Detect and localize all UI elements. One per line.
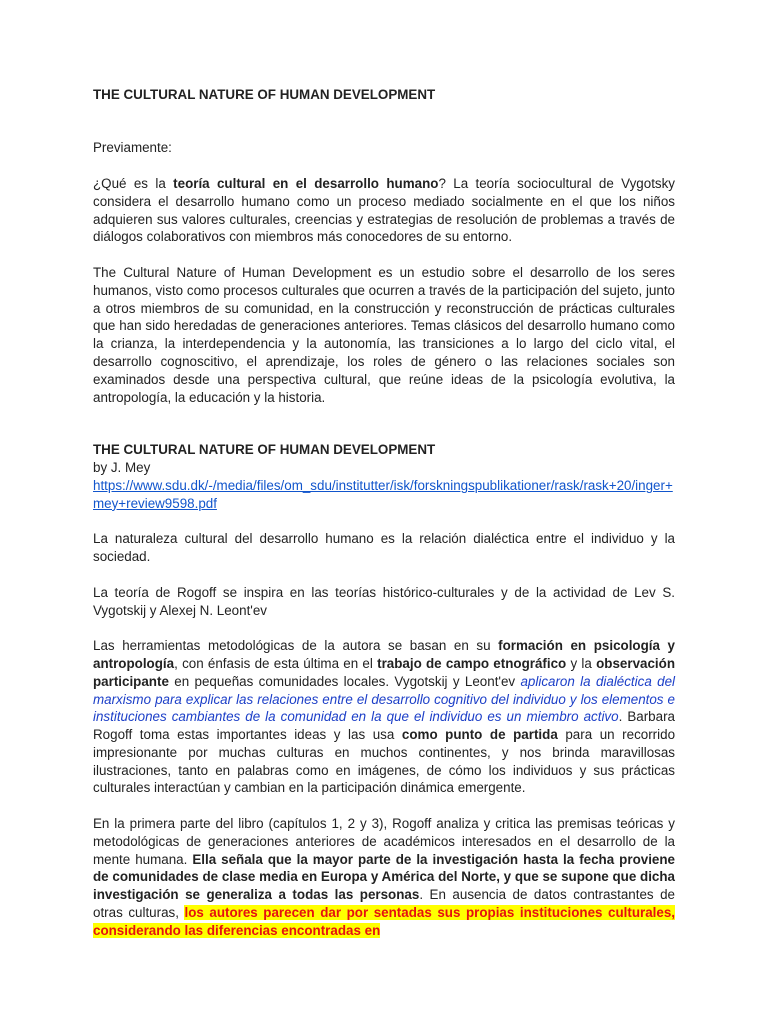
text-run: . En ausencia de datos contrastantes de otras culturas, <box>93 887 675 921</box>
paragraph-methodology <box>93 637 675 797</box>
text-run: y la <box>566 655 597 671</box>
byline: by J. Mey <box>93 460 151 476</box>
paragraph-rogoff-theory: La teoría de Rogoff se inspira en las teorías histórico-culturales y de la actividad de Lev S. Vygotskij y Alexej N. Leont'ev <box>93 584 675 618</box>
bold-text: trabajo de campo etnográfico <box>377 655 567 671</box>
highlighted-text: los autores parecen dar por sentadas sus propias instituciones culturales, considerando las diferencias encontradas en <box>93 905 675 938</box>
text-run: para un recorrido impresionante por muchas culturas en muchos continentes, y nos brinda maravillosas ilustraciones, tanto en palabras como en imágenes, de cómo los individuos y sus prácticas culturales interactúan y cambian en la participación dinámica emergente. <box>93 727 676 796</box>
paragraph-summary: The Cultural Nature of Human Development es un estudio sobre el desarrollo de los seres humanos, visto como procesos culturales que ocurren a través de la participación del sujeto, junto a otros miembros de su comunidad, en la construcción y reconstrucción de prácticas culturales que han sido heredadas de generaciones anteriores. Temas clásicos del desarrollo humano como la crianza, la interdependencia y la autonomía, las transiciones a lo largo del ciclo vital, el desarrollo cognoscitivo, el aprendizaje, los roles de género o las relaciones sociales son examinados desde una perspectiva cultural, que reúne ideas de la psicología evolutiva, la antropología, la educación y la historia. <box>93 264 675 405</box>
bold-text: observación participante <box>93 655 675 689</box>
previamente-label: Previamente: <box>93 140 172 156</box>
bold-text: teoría cultural en el desarrollo humano <box>173 175 439 191</box>
bold-text: formación en psicología y antropología <box>93 638 675 671</box>
document-title: THE CULTURAL NATURE OF HUMAN DEVELOPMENT <box>93 87 436 102</box>
text-run: en pequeñas comunidades locales. Vygotskij y Leont'ev <box>168 673 521 689</box>
text-run: , con énfasis de esta última en el <box>174 655 378 671</box>
italic-blue-text: aplicaron la dialéctica del marxismo para explicar las relaciones entre el desarrollo cognitivo del individuo y los elementos e instituciones cambiantes de la comunidad en la que el individuo es un miembro activo <box>93 673 675 725</box>
bold-text: como punto de partida <box>401 727 558 743</box>
document-page <box>93 86 675 957</box>
text-run: ? La teoría sociocultural de Vygotsky considera el desarrollo humano como un proceso mediado socialmente en el que los niños adquieren sus valores culturales, creencias y estrategias de resolución de problemas a través de diálogos colaborativos con miembros más conocedores de su entorno. <box>93 175 676 245</box>
text-run: ¿Qué es la <box>93 175 174 191</box>
text-run: En la primera parte del libro (capítulos 1, 2 y 3), Rogoff analiza y critica las premisas teóricas y metodológicas de generaciones anteriores de académicos interesados en el desarrollo de la mente humana. <box>93 816 675 867</box>
paragraph-intro <box>93 175 675 246</box>
review-link[interactable]: https://www.sdu.dk/-/media/files/om_sdu/institutter/isk/forskningspublikationer/rask/rask+20/inger+mey+review9598.pdf <box>93 477 673 511</box>
text-run: . Barbara Rogoff toma estas importantes ideas y las usa <box>93 709 675 743</box>
section-title: THE CULTURAL NATURE OF HUMAN DEVELOPMENT <box>93 442 436 458</box>
blank-line <box>93 104 675 122</box>
paragraph-first-part <box>93 815 675 940</box>
paragraph-dialectic: La naturaleza cultural del desarrollo humano es la relación dialéctica entre el individuo y la sociedad. <box>93 531 675 565</box>
bold-text: Ella señala que la mayor parte de la investigación hasta la fecha proviene de comunidades de clase media en Europa y América del Norte, y que se supone que dicha investigación se generaliza a todas las personas <box>93 851 675 903</box>
text-run: Las herramientas metodológicas de la autora se basan en su <box>93 638 499 654</box>
review-link-container <box>93 477 675 513</box>
